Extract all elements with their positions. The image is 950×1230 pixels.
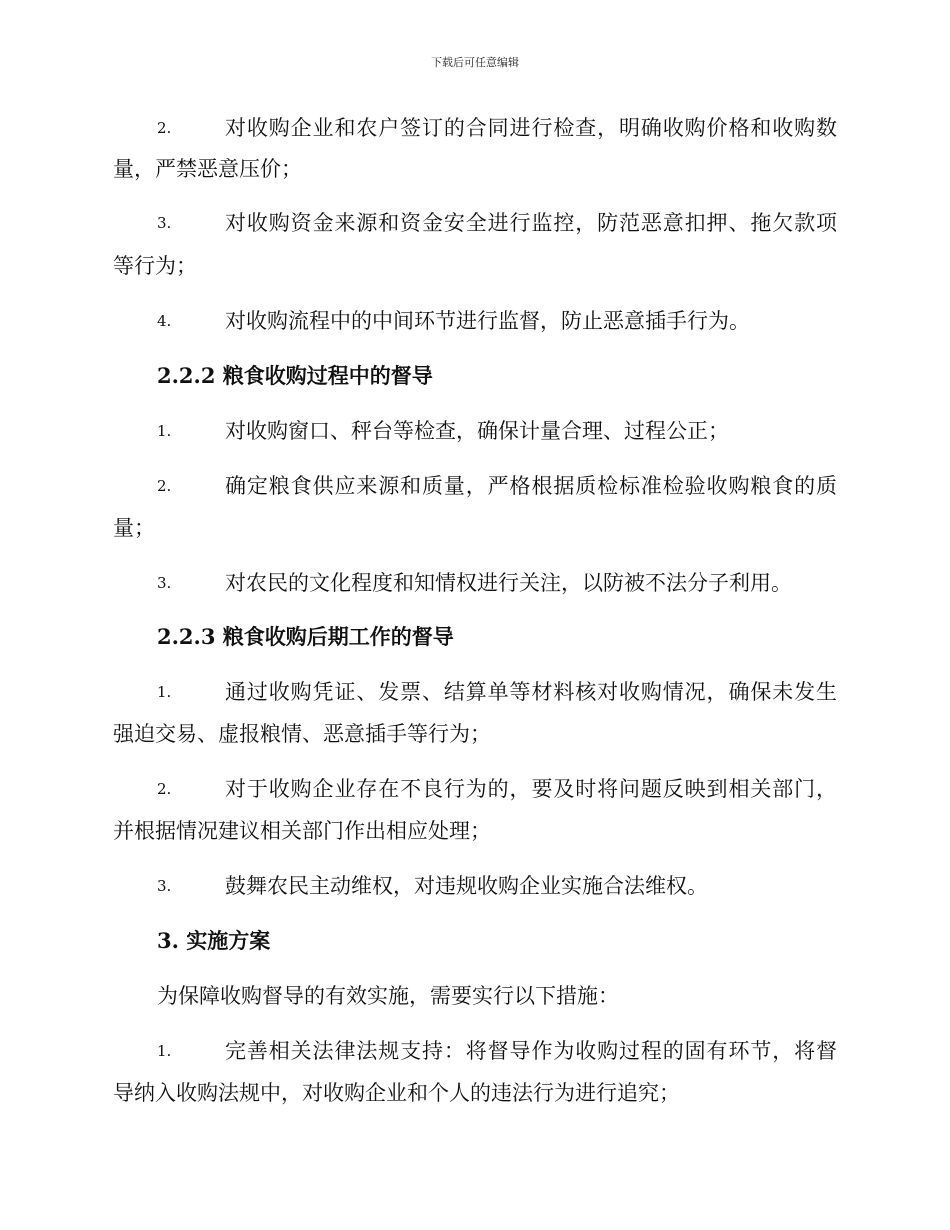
- item-text: 鼓舞农民主动维权，对违规收购企业实施合法维权。: [225, 874, 708, 898]
- item-text: 对农民的文化程度和知情权进行关注，以防被不法分子利用。: [225, 571, 792, 595]
- item-text-continued: 导纳入收购法规中，对收购企业和个人的违法行为进行追究；: [113, 1081, 680, 1105]
- item-text: 对收购流程中的中间环节进行监督，防止恶意插手行为。: [225, 309, 750, 333]
- intro-text: 为保障收购督导的有效实施，需要实行以下措施：: [157, 984, 619, 1008]
- item-text: 对于收购企业存在不良行为的，要及时将问题反映到相关部门，: [225, 777, 837, 801]
- heading-3: 3. 实施方案: [157, 928, 271, 953]
- item-text-continued: 强迫交易、虚报粮情、恶意插手等行为；: [113, 722, 491, 746]
- item-text-continued: 并根据情况建议相关部门作出相应处理；: [113, 819, 491, 843]
- item-number: 1.: [157, 683, 172, 701]
- item-number: 3.: [157, 574, 172, 592]
- item-number: 3.: [157, 214, 172, 232]
- item-text-continued: 量；: [113, 516, 155, 540]
- item-text: 对收购资金来源和资金安全进行监控，防范恶意扣押、拖欠款项: [225, 211, 837, 235]
- heading-2-2-2: 2.2.2 粮食收购过程中的督导: [157, 363, 433, 388]
- item-text: 完善相关法律法规支持：将督导作为收购过程的固有环节，将督: [225, 1039, 837, 1063]
- item-text: 对收购企业和农户签订的合同进行检查，明确收购价格和收购数: [225, 116, 837, 140]
- page-header: 下载后可任意编辑: [431, 56, 519, 69]
- item-text: 通过收购凭证、发票、结算单等材料核对收购情况，确保未发生: [225, 680, 837, 704]
- item-number: 2.: [157, 780, 172, 798]
- heading-2-2-3: 2.2.3 粮食收购后期工作的督导: [157, 624, 454, 649]
- item-number: 3.: [157, 877, 172, 895]
- item-number: 2.: [157, 119, 172, 137]
- item-text-continued: 等行为；: [113, 254, 197, 278]
- item-number: 1.: [157, 422, 172, 440]
- item-text: 对收购窗口、秤台等检查，确保计量合理、过程公正；: [225, 419, 729, 443]
- item-number: 2.: [157, 477, 172, 495]
- item-number: 1.: [157, 1042, 172, 1060]
- item-number: 4.: [157, 312, 172, 330]
- item-text: 确定粮食供应来源和质量，严格根据质检标准检验收购粮食的质: [225, 474, 837, 498]
- item-text-continued: 量，严禁恶意压价；: [113, 157, 302, 181]
